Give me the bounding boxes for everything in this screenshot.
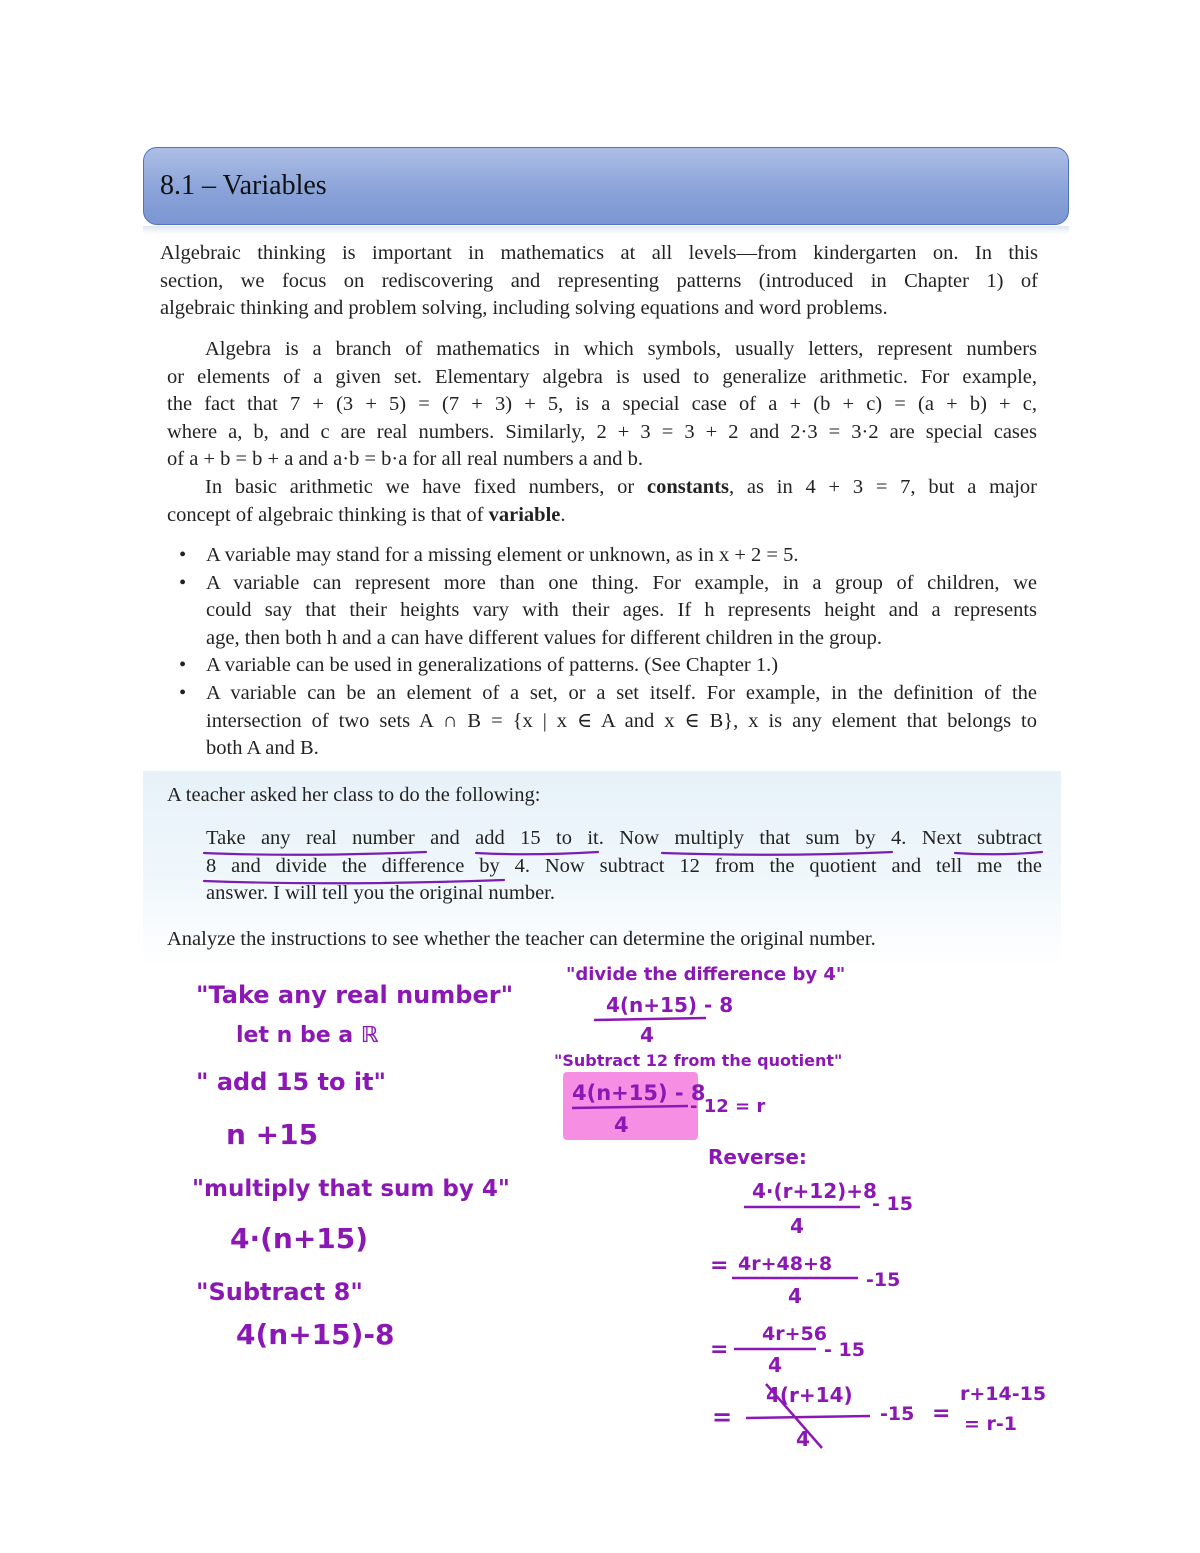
hw-eq: = [710, 1253, 729, 1278]
text-line: age, then both h and a can have different values for different children in the group. [206, 626, 883, 649]
text-line: where a, b, and c are real numbers. Similarly, 2 + 3 = 3 + 2 and 2·3 = 3·2 are special cases [167, 420, 1037, 443]
text-line: A variable can be an element of a set, or a set itself. For example, in the definition of the [206, 681, 1037, 704]
hw-r3-den: 4 [768, 1353, 782, 1377]
underline-real-number [204, 852, 426, 855]
hw-r1-den: 4 [790, 1214, 804, 1238]
text-line: Take any real number and add 15 to it. Now multiply that sum by 4. Next subtract [206, 827, 1042, 849]
hw-eq: = [932, 1401, 951, 1426]
text-line: A variable may stand for a missing element or unknown, as in x + 2 = 5. [206, 544, 799, 566]
fraction-bar [746, 1416, 870, 1418]
hw-r4-den: 4 [796, 1427, 810, 1451]
hw-frac2-tail: - 12 = r [690, 1096, 766, 1117]
underline-multiply [662, 852, 892, 855]
hw-eq: = [710, 1337, 729, 1362]
hw-frac1-num: 4(n+15) - 8 [606, 993, 734, 1017]
text-line: or elements of a given set. Elementary algebra is used to generalize arithmetic. For example, [167, 365, 1037, 388]
bullet-icon: • [179, 544, 187, 566]
hw-r1-num: 4·(r+12)+8 [752, 1179, 877, 1203]
hw-add15: " add 15 to it" [196, 1068, 387, 1096]
underline-subtract [955, 852, 1042, 854]
hw-divide: "divide the difference by 4" [566, 964, 846, 985]
task-underlines [204, 852, 1042, 883]
hw-r2-num: 4r+48+8 [738, 1253, 833, 1275]
hw-r1-tail: - 15 [872, 1193, 913, 1215]
text-line: Analyze the instructions to see whether the teacher can determine the original number. [167, 928, 876, 950]
hw-multiply: "multiply that sum by 4" [192, 1176, 510, 1202]
text-line: could say that their heights vary with their ages. If h represents height and a represents [206, 599, 1037, 622]
hw-four-times: 4·(n+15) [230, 1222, 369, 1255]
fraction-bar [594, 1018, 706, 1020]
hw-minus8: 4(n+15)-8 [236, 1318, 395, 1351]
hw-r4-result: r+14-15 [960, 1383, 1047, 1405]
term-constants: constants [647, 475, 730, 498]
text-line: intersection of two sets A ∩ B = {x | x ∈ A and x ∈ B}, x is any element that belongs to [206, 709, 1037, 732]
hw-r3-tail: - 15 [824, 1339, 865, 1361]
hw-r4-num: 4(r+14) [766, 1383, 853, 1407]
text-line: the fact that 7 + (3 + 5) = (7 + 3) + 5, is a special case of a + (b + c) = (a + b) + c, [167, 393, 1037, 416]
hw-frac1-den: 4 [640, 1023, 654, 1047]
text-line: Algebraic thinking is important in mathematics at all levels—from kindergarten on. In this [160, 242, 1038, 264]
text-line: answer. I will tell you the original number. [206, 882, 556, 905]
section-title: 8.1 – Variables [160, 170, 327, 201]
hw-let-n: let n be a ℝ [236, 1023, 379, 1048]
hw-frac2-den: 4 [614, 1113, 629, 1137]
text-line: of a + b = b + a and a·b = b·a for all real numbers a and b. [167, 448, 644, 471]
bullet-icon: • [179, 571, 187, 594]
hw-r2-den: 4 [788, 1284, 802, 1308]
hw-reverse: Reverse: [708, 1145, 807, 1169]
variable-line: concept of algebraic thinking is that of variable. [167, 503, 566, 526]
hw-frac2-num: 4(n+15) - 8 [572, 1081, 706, 1105]
text-line: A teacher asked her class to do the following: [167, 784, 541, 806]
term-variable: variable [488, 503, 561, 526]
text-line: A variable can be used in generalizations of patterns. (See Chapter 1.) [206, 654, 779, 677]
text-line: 8 and divide the difference by 4. Now subtract 12 from the quotient and tell me the [206, 854, 1042, 877]
text-line: Algebra is a branch of mathematics in which symbols, usually letters, represent numbers [205, 338, 1037, 360]
underline-divide [204, 880, 504, 883]
hw-r5-result: = r-1 [964, 1413, 1018, 1435]
hw-r4-tail: -15 [880, 1403, 915, 1425]
bullet-icon: • [179, 654, 187, 677]
hw-eq: = [712, 1403, 733, 1431]
text-line: A variable can represent more than one thing. For example, in a group of children, we [206, 571, 1037, 594]
hw-r3-num: 4r+56 [762, 1323, 827, 1345]
hw-subtract8: "Subtract 8" [196, 1278, 363, 1306]
constants-line: In basic arithmetic we have fixed numbers, or constants, as in 4 + 3 = 7, but a major [205, 475, 1037, 498]
text-line: both A and B. [206, 737, 319, 760]
hw-subtract12: "Subtract 12 from the quotient" [554, 1051, 843, 1070]
hw-r2-tail: -15 [866, 1269, 901, 1291]
hw-n-plus-15: n +15 [226, 1118, 319, 1151]
text-line: algebraic thinking and problem solving, including solving equations and word problems. [160, 297, 888, 320]
bullet-icon: • [179, 681, 187, 704]
hw-take-any: "Take any real number" [196, 981, 514, 1009]
text-line: section, we focus on rediscovering and representing patterns (introduced in Chapter 1) of [160, 269, 1038, 292]
underline-add-15 [476, 852, 598, 854]
